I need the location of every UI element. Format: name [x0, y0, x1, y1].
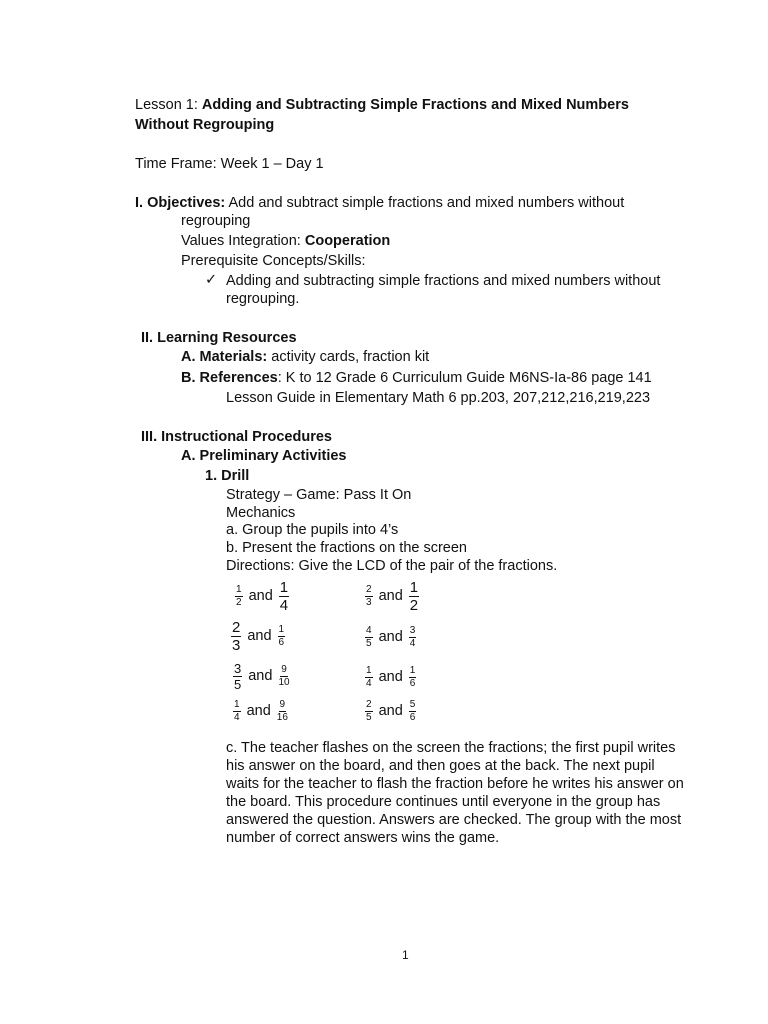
preliminary-activities-heading: A. Preliminary Activities — [181, 448, 347, 464]
and-word: and — [378, 588, 403, 605]
fraction: $\frac{4}{5}$ — [366, 625, 372, 649]
fraction: $\frac{1}{4}$ — [234, 699, 240, 723]
references-label: B. References — [181, 370, 278, 386]
fraction: $\frac{1}{6}$ — [278, 624, 285, 648]
fraction: $\frac{1}{2}$ — [236, 584, 242, 608]
prerequisite-item-line1: Adding and subtracting simple fractions and mixed numbers without — [226, 273, 661, 289]
objectives-line — [135, 194, 624, 213]
fraction: $\frac{3}{5}$ — [234, 661, 242, 692]
fraction-pair — [234, 580, 290, 613]
materials-value: activity cards, fraction kit — [267, 349, 430, 365]
lesson-title — [135, 96, 629, 115]
page-number: 1 — [402, 948, 409, 962]
fraction: $\frac{1}{2}$ — [409, 579, 419, 614]
fraction-pair — [230, 620, 286, 653]
and-word: and — [248, 588, 273, 605]
step-a: a. Group the pupils into 4’s — [226, 522, 399, 538]
fraction: $\frac{1}{4}$ — [366, 665, 372, 689]
step-b: b. Present the fractions on the screen — [226, 540, 467, 556]
time-frame: Time Frame: Week 1 – Day 1 — [135, 156, 324, 172]
fraction-pair — [364, 580, 420, 613]
fraction-pair — [232, 662, 291, 691]
strategy-line: Strategy – Game: Pass It On — [226, 487, 412, 503]
objectives-text-cont: regrouping — [181, 213, 251, 229]
fraction: $\frac{5}{6}$ — [409, 699, 416, 723]
step-c-paragraph: c. The teacher flashes on the screen the fractions; the first pupil writes his answer on the board, and then goes at the back. The next pupil waits for the teacher to flash the fraction before he writes his answer on the board. This procedure continues until everyone in the group has answered the question. Answers are checked. The group with the most number of correct answers wins the game. — [226, 740, 684, 846]
fraction-pair — [232, 700, 289, 723]
lesson-title-line2: Without Regrouping — [135, 117, 275, 133]
fraction: $\frac{3}{4}$ — [409, 625, 416, 649]
and-word: and — [247, 628, 272, 645]
and-word: and — [246, 703, 271, 720]
and-word: and — [378, 703, 403, 720]
fraction-pair — [364, 666, 417, 689]
references-line2: Lesson Guide in Elementary Math 6 pp.203, 207,212,216,219,223 — [226, 390, 651, 406]
prerequisite-label: Prerequisite Concepts/Skills: — [181, 253, 366, 269]
fraction: $\frac{1}{4}$ — [279, 579, 289, 614]
procedures-heading: III. Instructional Procedures — [141, 429, 332, 445]
prerequisite-item-line2: regrouping. — [226, 291, 300, 307]
lesson-title-line1: Adding and Subtracting Simple Fractions and Mixed Numbers — [201, 97, 629, 113]
fraction-pair — [364, 626, 417, 649]
fraction: $\frac{2}{5}$ — [366, 699, 372, 723]
and-word: and — [248, 668, 273, 685]
mechanics-line: Mechanics — [226, 505, 296, 521]
lesson-prefix: Lesson 1: — [135, 97, 202, 113]
fraction: $\frac{9}{10}$ — [278, 664, 290, 688]
fraction: $\frac{2}{3}$ — [366, 584, 372, 608]
directions-line: Directions: Give the LCD of the pair of the fractions. — [226, 558, 558, 574]
materials-line — [181, 348, 429, 367]
and-word: and — [378, 629, 403, 646]
references-line — [181, 369, 652, 388]
values-integration: Values Integration: Cooperation — [181, 233, 391, 249]
drill-heading: 1. Drill — [205, 468, 250, 484]
fraction: $\frac{2}{3}$ — [232, 619, 241, 654]
values-value: Cooperation — [304, 233, 391, 249]
resources-heading: II. Learning Resources — [141, 330, 297, 346]
check-icon: ✓ — [205, 272, 218, 288]
materials-label: A. Materials: — [181, 349, 268, 365]
fraction-pair — [364, 700, 417, 723]
objectives-text: Add and subtract simple fractions and mixed numbers without — [225, 195, 625, 211]
and-word: and — [378, 669, 403, 686]
objectives-heading: I. Objectives: — [135, 195, 226, 211]
fraction: $\frac{1}{6}$ — [409, 665, 416, 689]
fraction: $\frac{9}{16}$ — [276, 699, 288, 723]
references-value: : K to 12 Grade 6 Curriculum Guide M6NS-Ia-86 page 141 — [277, 370, 652, 386]
